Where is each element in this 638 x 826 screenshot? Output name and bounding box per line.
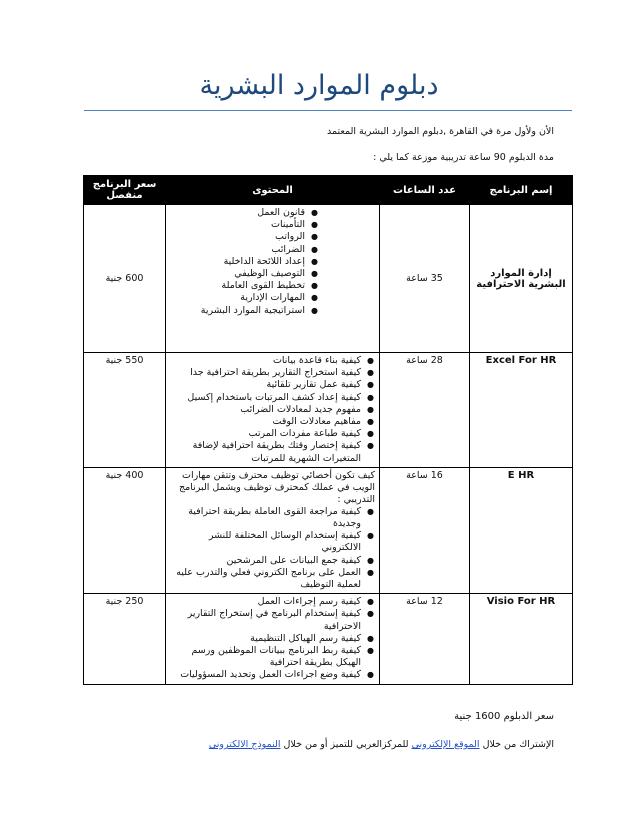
- program-name: إدارة الموارد البشرية الاحترافية: [470, 205, 573, 353]
- program-name: E HR: [470, 467, 573, 593]
- title-divider: [84, 110, 572, 111]
- diploma-total-price: سعر الدبلوم 1600 جنية: [454, 711, 554, 722]
- list-item: ● كيفية إستخدام الوسائل المختلفة للنشر الالكتروني: [170, 530, 361, 554]
- program-content: [166, 353, 380, 468]
- program-content: [166, 594, 380, 684]
- list-item: ● كيفية إختصار وقتك بطريقة احترافية لإضافة المتغيرات الشهرية للمرتبات: [170, 440, 361, 464]
- list-item: ● قانون العمل: [170, 207, 305, 219]
- list-item: ● كيفية رسم إجراءات العمل: [170, 596, 361, 608]
- table-header-row: [84, 176, 573, 205]
- list-item: ● الضرائب: [170, 244, 305, 256]
- online-form-link[interactable]: النموذج الالكتروني: [208, 739, 281, 750]
- program-hours: 35 ساعة: [380, 205, 470, 353]
- list-item: ● كيفية إستخدام البرنامج في إستخراج التقارير الاحترافية: [170, 608, 361, 632]
- program-name: Excel For HR: [470, 353, 573, 468]
- list-item: ● مفاهيم معادلات الوقت: [170, 416, 361, 428]
- subscribe-text: [209, 739, 554, 750]
- table-row: [84, 353, 573, 468]
- list-item: ● التأمينات: [170, 219, 305, 231]
- list-item: ● العمل على برنامج الكتروني فعلي والتدرب عليه لعملية التوظيف: [170, 567, 361, 591]
- program-price: 550 جنية: [84, 353, 166, 468]
- header-program: إسم البرنامج: [470, 176, 573, 205]
- list-item: ● كيفية استخراج التقارير بطريقة احترافية جدا: [170, 367, 361, 379]
- program-content: [166, 467, 380, 593]
- list-item: ● كيفية عمل تقارير تلقائية: [170, 379, 361, 391]
- subscribe-middle: للمركزالعربي للتميز أو من خلال: [280, 739, 412, 750]
- list-item: ● كيفية بناء قاعدة بيانات: [170, 355, 361, 367]
- program-hours: 28 ساعة: [380, 353, 470, 468]
- header-hours: عدد الساعات: [380, 176, 470, 205]
- table-row: [84, 594, 573, 684]
- list-item: ● مفهوم جديد لمعادلات الضرائب: [170, 404, 361, 416]
- list-item: ● كيفية وضع اجراءات العمل وتحديد المسؤوليات: [170, 669, 361, 681]
- list-item: ● إعداد اللائحة الداخلية: [170, 256, 305, 268]
- program-price: 250 جنية: [84, 594, 166, 684]
- program-description: كيف تكون أخصائي توظيف محترف وتتقن مهارات الويب في عملك كمحترف توظيف ويشمل البرنامج التدريبي :: [178, 469, 375, 505]
- list-item: ● كيفية إعداد كشف المرتبات باستخدام إكسيل: [170, 392, 361, 404]
- website-link[interactable]: الموقع الإلكتروني: [411, 739, 480, 750]
- page-title: دبلوم الموارد البشرية: [199, 70, 439, 101]
- program-price: 400 جنية: [84, 467, 166, 593]
- list-item: ● كيفية ربط البرنامج ببيانات الموظفين ورسم الهيكل بطريقة احترافية: [170, 645, 361, 669]
- header-price: سعر البرنامج منفصل: [84, 176, 166, 205]
- subscribe-prefix: الإشتراك من خلال: [479, 739, 554, 750]
- program-content: [166, 205, 380, 353]
- courses-table: [83, 175, 573, 685]
- list-item: ● كيفية مراجعة القوى العاملة بطريقة احترافية وجديدة: [170, 506, 361, 530]
- list-item: ● الرواتب: [170, 231, 305, 243]
- list-item: ● استراتيجية الموارد البشرية: [170, 305, 305, 317]
- duration-text: مدة الدبلوم 90 ساعة تدريبية موزعة كما يلي :: [373, 152, 554, 163]
- program-hours: 16 ساعة: [380, 467, 470, 593]
- list-item: ● التوصيف الوظيفي: [170, 268, 305, 280]
- program-hours: 12 ساعة: [380, 594, 470, 684]
- list-item: ● كيفية رسم الهياكل التنظيمية: [170, 633, 361, 645]
- list-item: ● تخطيط القوى العاملة: [170, 280, 305, 292]
- list-item: ● كيفية جمع البيانات على المرشحين: [170, 555, 361, 567]
- program-price: 600 جنية: [84, 205, 166, 353]
- list-item: ● كيفية طباعة مفردات المرتب: [170, 428, 361, 440]
- header-content: المحتوى: [166, 176, 380, 205]
- table-row: [84, 467, 573, 593]
- program-name: Visio For HR: [470, 594, 573, 684]
- list-item: ● المهارات الإدارية: [170, 292, 305, 304]
- intro-text: الأن ولأول مرة في القاهرة ,دبلوم الموارد البشرية المعتمد: [327, 126, 554, 137]
- table-row: [84, 205, 573, 353]
